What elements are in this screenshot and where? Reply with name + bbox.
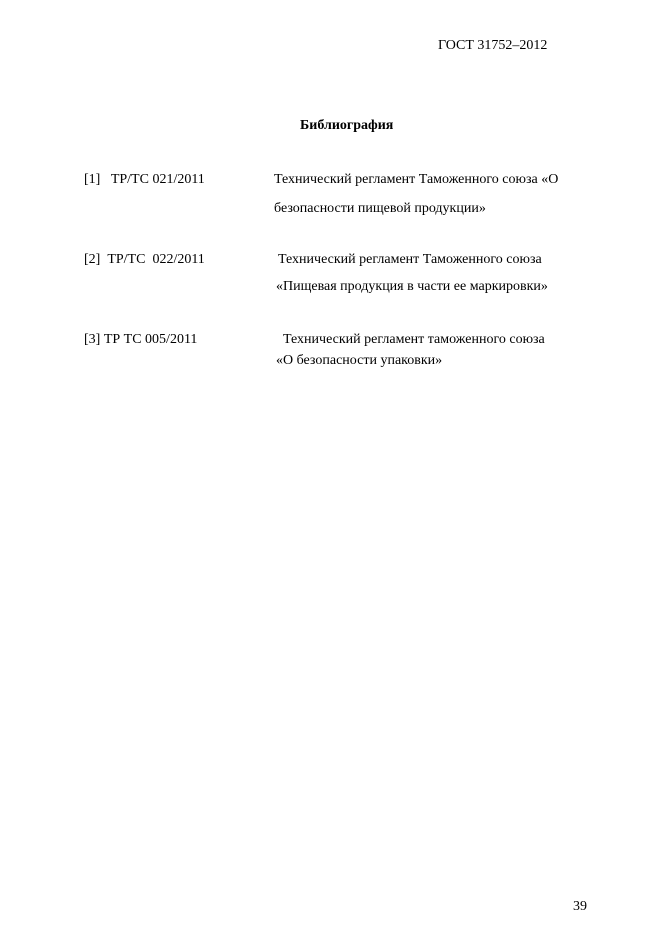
entry-description: Технический регламент таможенного союза <box>283 332 545 347</box>
entry-description: «О безопасности упаковки» <box>276 353 443 368</box>
page-number: 39 <box>573 899 587 914</box>
entry-reference: [2] ТР/ТС 022/2011 <box>84 252 205 267</box>
entry-description: Технический регламент Таможенного союза <box>278 252 542 267</box>
page-title: Библиография <box>300 118 394 133</box>
entry-description: безопасности пищевой продукции» <box>274 201 486 216</box>
document-header: ГОСТ 31752–2012 <box>438 38 548 53</box>
entry-description: Технический регламент Таможенного союза «О <box>274 172 559 187</box>
entry-description: «Пищевая продукция в части ее маркировки» <box>276 279 548 294</box>
entry-reference: [3] ТР ТС 005/2011 <box>84 332 198 347</box>
entry-reference: [1] ТР/ТС 021/2011 <box>84 172 205 187</box>
